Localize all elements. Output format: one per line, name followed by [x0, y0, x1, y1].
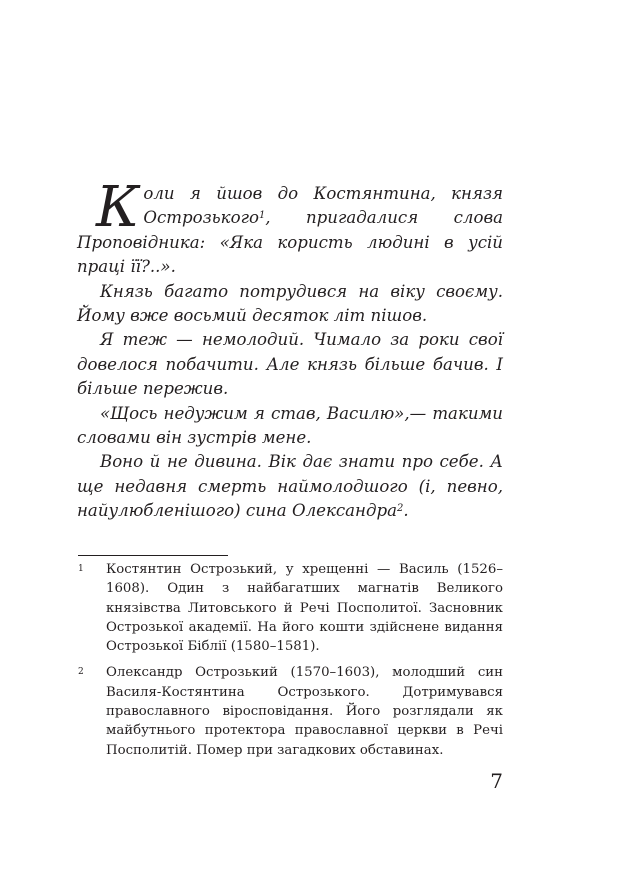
paragraph-1-tail: , пригадалися слова Проповідника: «Яка користь людині в усій праці її?..».	[77, 208, 503, 277]
paragraph-3: Я теж — немолодий. Чимало за роки свої довелося побачити. Але князь більше бачив. І більше пережив.	[77, 330, 503, 399]
paragraph-5-tail: .	[403, 501, 409, 521]
footnote-text: Олександр Острозький (1570–1603), молодший син Василя-Костянтина Острозького. Дотримувався православного віросповідання. Його розглядали як майбутнього протектора православної церкви в Речі Посполитій. Помер при загадкових обставинах.	[106, 665, 503, 758]
drop-cap: К	[96, 175, 140, 240]
paragraph-5-text: Воно й не дивина. Вік дає знати про себе. А ще недавня смерть наймолодшого (і, певно, найулюбленішого) сина Олександра	[77, 452, 503, 521]
paragraph-1	[77, 175, 503, 280]
paragraph-4: «Щось недужим я став, Василю»,— такими словами він зустрів мене.	[77, 403, 503, 448]
footnote-ref-1: 1	[258, 210, 266, 222]
footnote-number: 2	[78, 667, 84, 678]
page-number: 7	[490, 769, 503, 793]
footnote-number: 1	[78, 564, 84, 574]
footnote-separator	[78, 555, 228, 556]
paragraph-1-text: оли я йшов до Костянтина, князя Острозького	[143, 184, 503, 228]
footnotes	[78, 560, 503, 767]
main-text	[77, 175, 503, 524]
paragraph-5	[77, 450, 503, 523]
footnote-ref-2: 2	[397, 503, 404, 515]
footnote	[78, 663, 503, 759]
footnote	[78, 560, 503, 656]
footnote-text: Костянтин Острозький, у хрещенні — Василь (1526–1608). Один з найбагатших магнатів Великого князівства Литовського й Речі Посполитої. Засновник Острозької академії. На його кошти здійснене видання Острозької Біблії (1580–1581).	[106, 562, 503, 655]
paragraph-2: Князь багато потрудився на віку своєму. Йому вже восьмий десяток літ пішов.	[77, 281, 503, 326]
